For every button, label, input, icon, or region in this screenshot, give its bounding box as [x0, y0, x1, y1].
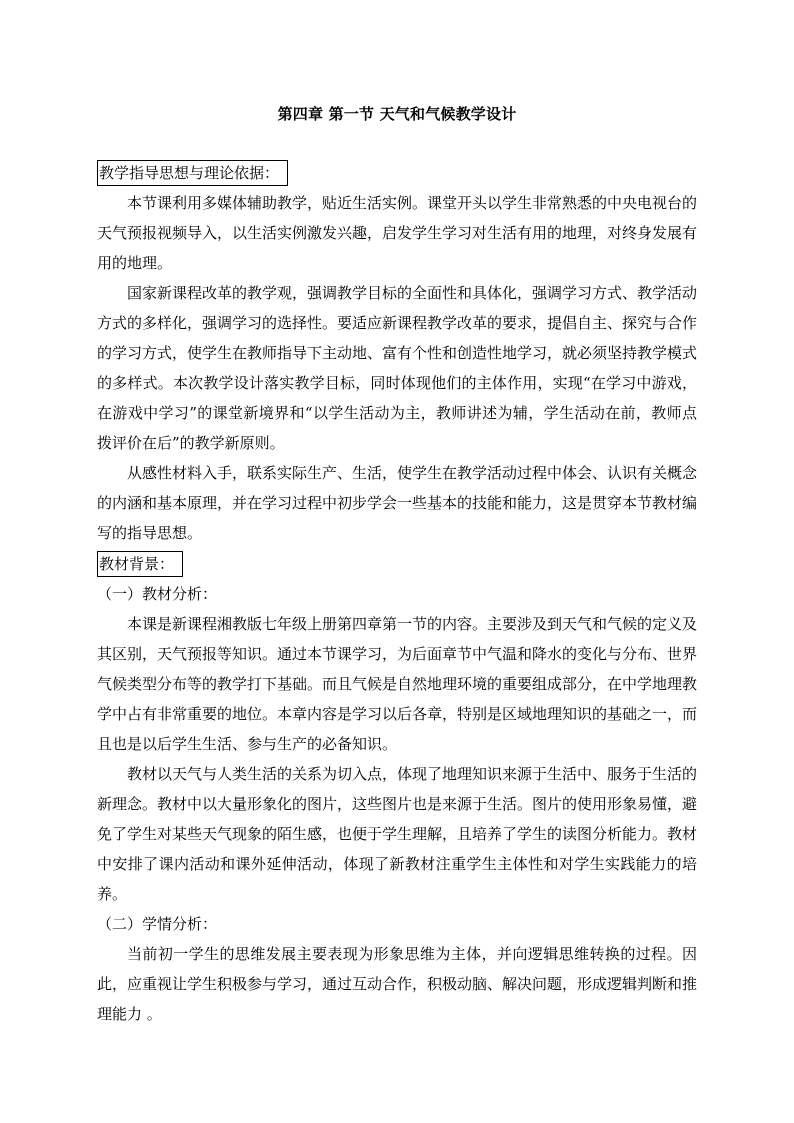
- subsection-heading-student-analysis: （二）学情分析：: [97, 915, 218, 933]
- document-body: [97, 157, 697, 1029]
- page-title: 第四章 第一节 天气和气候教学设计: [277, 105, 517, 123]
- paragraph: 国家新课程改革的教学观，强调教学目标的全面性和具体化，强调学习方式、教学活动方式的多样化，强调学习的选择性。要适应新课程教学改革的要求，提倡自主、探究与合作的学习方式，使学生在教师指导下主动地、富有个性和创造性地学习，就必须坚持教学模式的多样式。本次教学设计落实教学目标，同时体现他们的主体作用，实现“在学习中游戏，在游戏中学习”的课堂新境界和“以学生活动为主，教师讲述为辅，学生活动在前，教师点拨评价在后”的教学新原则。: [97, 284, 698, 452]
- paragraph: 本节课利用多媒体辅助教学，贴近生活实例。课堂开头以学生非常熟悉的中央电视台的天气预报视频导入，以生活实例激发兴趣，启发学生学习对生活有用的地理，对终身发展有用的地理。: [97, 194, 698, 272]
- subsection-textbook-analysis: [97, 579, 697, 909]
- section-label-teaching-philosophy: 教学指导思想与理论依据：: [97, 160, 288, 186]
- paragraph: 教材以天气与人类生活的关系为切入点，体现了地理知识来源于生活中、服务于生活的新理念。教材中以大量形象化的图片，这些图片也是来源于生活。图片的使用形象易懂，避免了学生对某些天气现象的陌生感，也便于学生理解，且培养了学生的读图分析能力。教材中安排了课内活动和课外延伸活动，体现了新教材注重学生主体性和对学生实践能力的培养。: [97, 765, 698, 903]
- paragraph: 本课是新课程湘教版七年级上册第四章第一节的内容。主要涉及到天气和气候的定义及其区别，天气预报等知识。通过本节课学习，为后面章节中气温和降水的变化与分布、世界气候类型分布等的教学打下基础。而且气候是自然地理环境的重要组成部分，在中学地理教学中占有非常重要的地位。本章内容是学习以后各章，特别是区域地理知识的基础之一，而且也是以后学生生活、参与生产的必备知识。: [97, 615, 698, 753]
- paragraph: 从感性材料入手，联系实际生产、生活，使学生在教学活动过程中体会、认识有关概念的内涵和基本原理，并在学习过程中初步学会一些基本的技能和能力，这是贯穿本节教材编写的指导思想。: [97, 464, 698, 542]
- section-textbook-background: [97, 548, 697, 1029]
- subsection-student-analysis: [97, 909, 697, 1029]
- section-label-textbook-background: 教材背景：: [97, 551, 183, 577]
- section-teaching-philosophy: [97, 157, 697, 548]
- paragraph: 当前初一学生的思维发展主要表现为形象思维为主体，并向逻辑思维转换的过程。因此，应重视让学生积极参与学习，通过互动合作，积极动脑、解决问题，形成逻辑判断和推理能力 。: [97, 945, 698, 1023]
- subsection-heading-textbook-analysis: （一）教材分析：: [97, 585, 218, 603]
